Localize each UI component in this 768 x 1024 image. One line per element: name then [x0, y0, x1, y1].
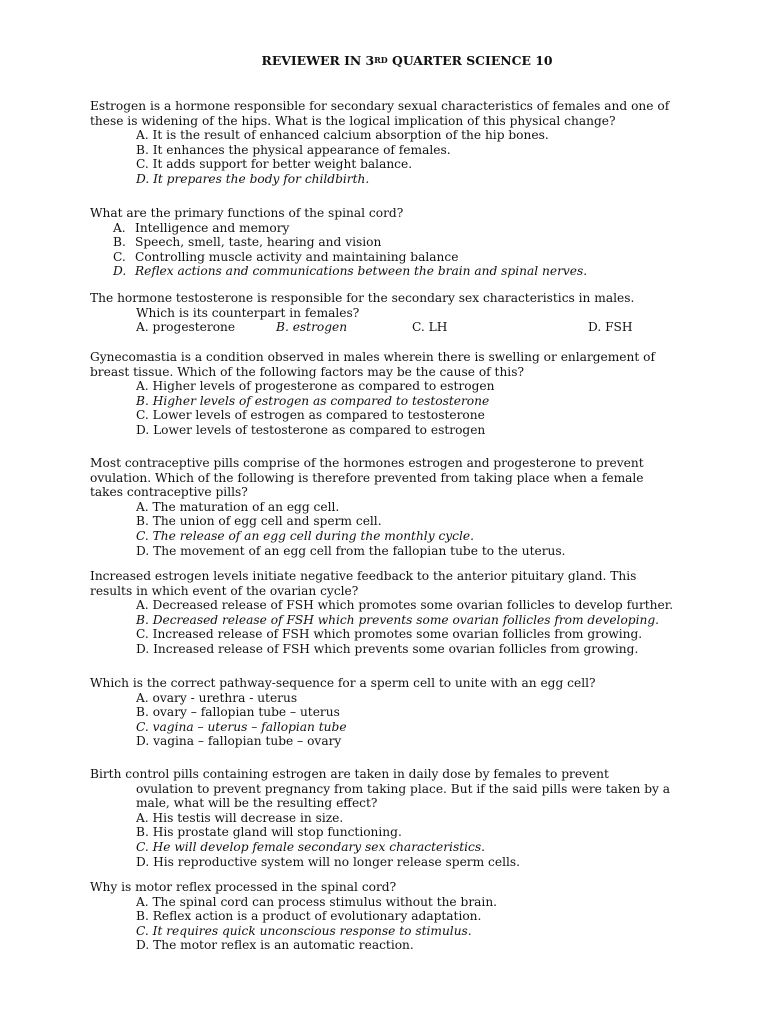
option-c-answer: C. It requires quick unconscious response to stimulus. — [136, 923, 472, 938]
option-d: D. Increased release of FSH which prevents some ovarian follicles from growing. — [136, 641, 639, 656]
question-stem: Birth control pills containing estrogen are taken in daily dose by females to prevent — [90, 767, 609, 781]
question-stem: these is widening of the hips. What is the logical implication of this physical change? — [90, 113, 616, 128]
option-b-answer: B. estrogen — [276, 320, 348, 335]
question-stem: The hormone testosterone is responsible for the secondary sex characteristics in males. — [90, 291, 635, 305]
option-c: C. Lower levels of estrogen as compared to testosterone — [136, 408, 485, 423]
question-stem: ovulation. Which of the following is therefore prevented from taking place when a female — [90, 470, 644, 485]
question-stem: male, what will be the resulting effect? — [136, 796, 378, 811]
option-b-answer: B. Decreased release of FSH which prevents some ovarian follicles from developing. — [136, 612, 660, 627]
question-3 — [90, 291, 730, 335]
option-c-answer: C. He will develop female secondary sex characteristics. — [136, 839, 485, 854]
page-title: REVIEWER IN 3RD QUARTER SCIENCE 10 — [261, 53, 553, 68]
question-stem: What are the primary functions of the spinal cord? — [90, 206, 404, 220]
option-c: C. LH — [412, 320, 448, 335]
option-b: B. The union of egg cell and sperm cell. — [136, 514, 382, 529]
question-7 — [90, 676, 730, 749]
question-stem: Which is its counterpart in females? — [136, 305, 360, 320]
question-9 — [90, 880, 730, 953]
option-a: A. Decreased release of FSH which promotes some ovarian follicles to develop further. — [136, 598, 674, 613]
question-stem: Why is motor reflex processed in the spinal cord? — [90, 880, 397, 894]
option-d: D. The movement of an egg cell from the fallopian tube to the uterus. — [136, 543, 566, 558]
question-stem: Increased estrogen levels initiate negative feedback to the anterior pituitary gland. This — [90, 569, 637, 583]
option-c-answer: C. vagina – uterus – fallopian tube — [136, 719, 347, 734]
option-a: A. Intelligence and memory — [113, 220, 290, 235]
option-b: B. It enhances the physical appearance of females. — [136, 142, 451, 157]
question-stem: Estrogen is a hormone responsible for secondary sexual characteristics of females and one of — [90, 99, 670, 113]
option-a: A. ovary - urethra - uterus — [136, 690, 298, 705]
question-8 — [90, 767, 730, 869]
option-d: D. vagina – fallopian tube – ovary — [136, 734, 342, 749]
question-stem: Gynecomastia is a condition observed in males wherein there is swelling or enlargement of — [90, 350, 655, 364]
option-c: C. It adds support for better weight balance. — [136, 157, 413, 172]
option-d-answer: D. It prepares the body for childbirth. — [136, 171, 370, 186]
option-b: B. Reflex action is a product of evolutionary adaptation. — [136, 909, 482, 924]
question-stem: Most contraceptive pills comprise of the hormones estrogen and progesterone to prevent — [90, 456, 644, 470]
question-stem: takes contraceptive pills? — [90, 485, 248, 500]
option-d-answer: D. Reflex actions and communications between the brain and spinal nerves. — [113, 264, 588, 279]
option-d: D. Lower levels of testosterone as compared to estrogen — [136, 422, 486, 437]
question-4 — [90, 350, 730, 438]
option-c-answer: C. The release of an egg cell during the monthly cycle. — [136, 528, 474, 543]
option-d: D. The motor reflex is an automatic reaction. — [136, 938, 414, 953]
option-a: A. It is the result of enhanced calcium absorption of the hip bones. — [136, 128, 549, 143]
question-stem: ovulation to prevent pregnancy from taking place. But if the said pills were taken by a — [136, 781, 671, 796]
option-a: A. The spinal cord can process stimulus without the brain. — [136, 894, 498, 909]
question-6 — [90, 569, 730, 657]
question-1 — [90, 99, 730, 187]
option-a: A. Higher levels of progesterone as compared to estrogen — [136, 379, 495, 394]
option-a: A. The maturation of an egg cell. — [136, 499, 340, 514]
option-a: A. progesterone — [136, 320, 236, 335]
option-b: B. His prostate gland will stop functioning. — [136, 825, 402, 840]
question-stem: Which is the correct pathway-sequence for a sperm cell to unite with an egg cell? — [90, 676, 596, 690]
question-5 — [90, 456, 730, 558]
inline-options — [136, 320, 730, 335]
option-d: D. FSH — [588, 320, 633, 335]
option-b: B. ovary – fallopian tube – uterus — [136, 705, 340, 720]
option-b: B. Speech, smell, taste, hearing and vision — [113, 235, 382, 250]
option-b-answer: B. Higher levels of estrogen as compared to testosterone — [136, 393, 490, 408]
option-d: D. His reproductive system will no longer release sperm cells. — [136, 854, 521, 869]
question-stem: breast tissue. Which of the following factors may be the cause of this? — [90, 364, 524, 379]
option-c: C. Controlling muscle activity and maintaining balance — [113, 249, 459, 264]
question-stem: results in which event of the ovarian cycle? — [90, 583, 359, 598]
question-2 — [90, 206, 730, 279]
option-c: C. Increased release of FSH which promotes some ovarian follicles from growing. — [136, 627, 643, 642]
option-a: A. His testis will decrease in size. — [136, 810, 344, 825]
